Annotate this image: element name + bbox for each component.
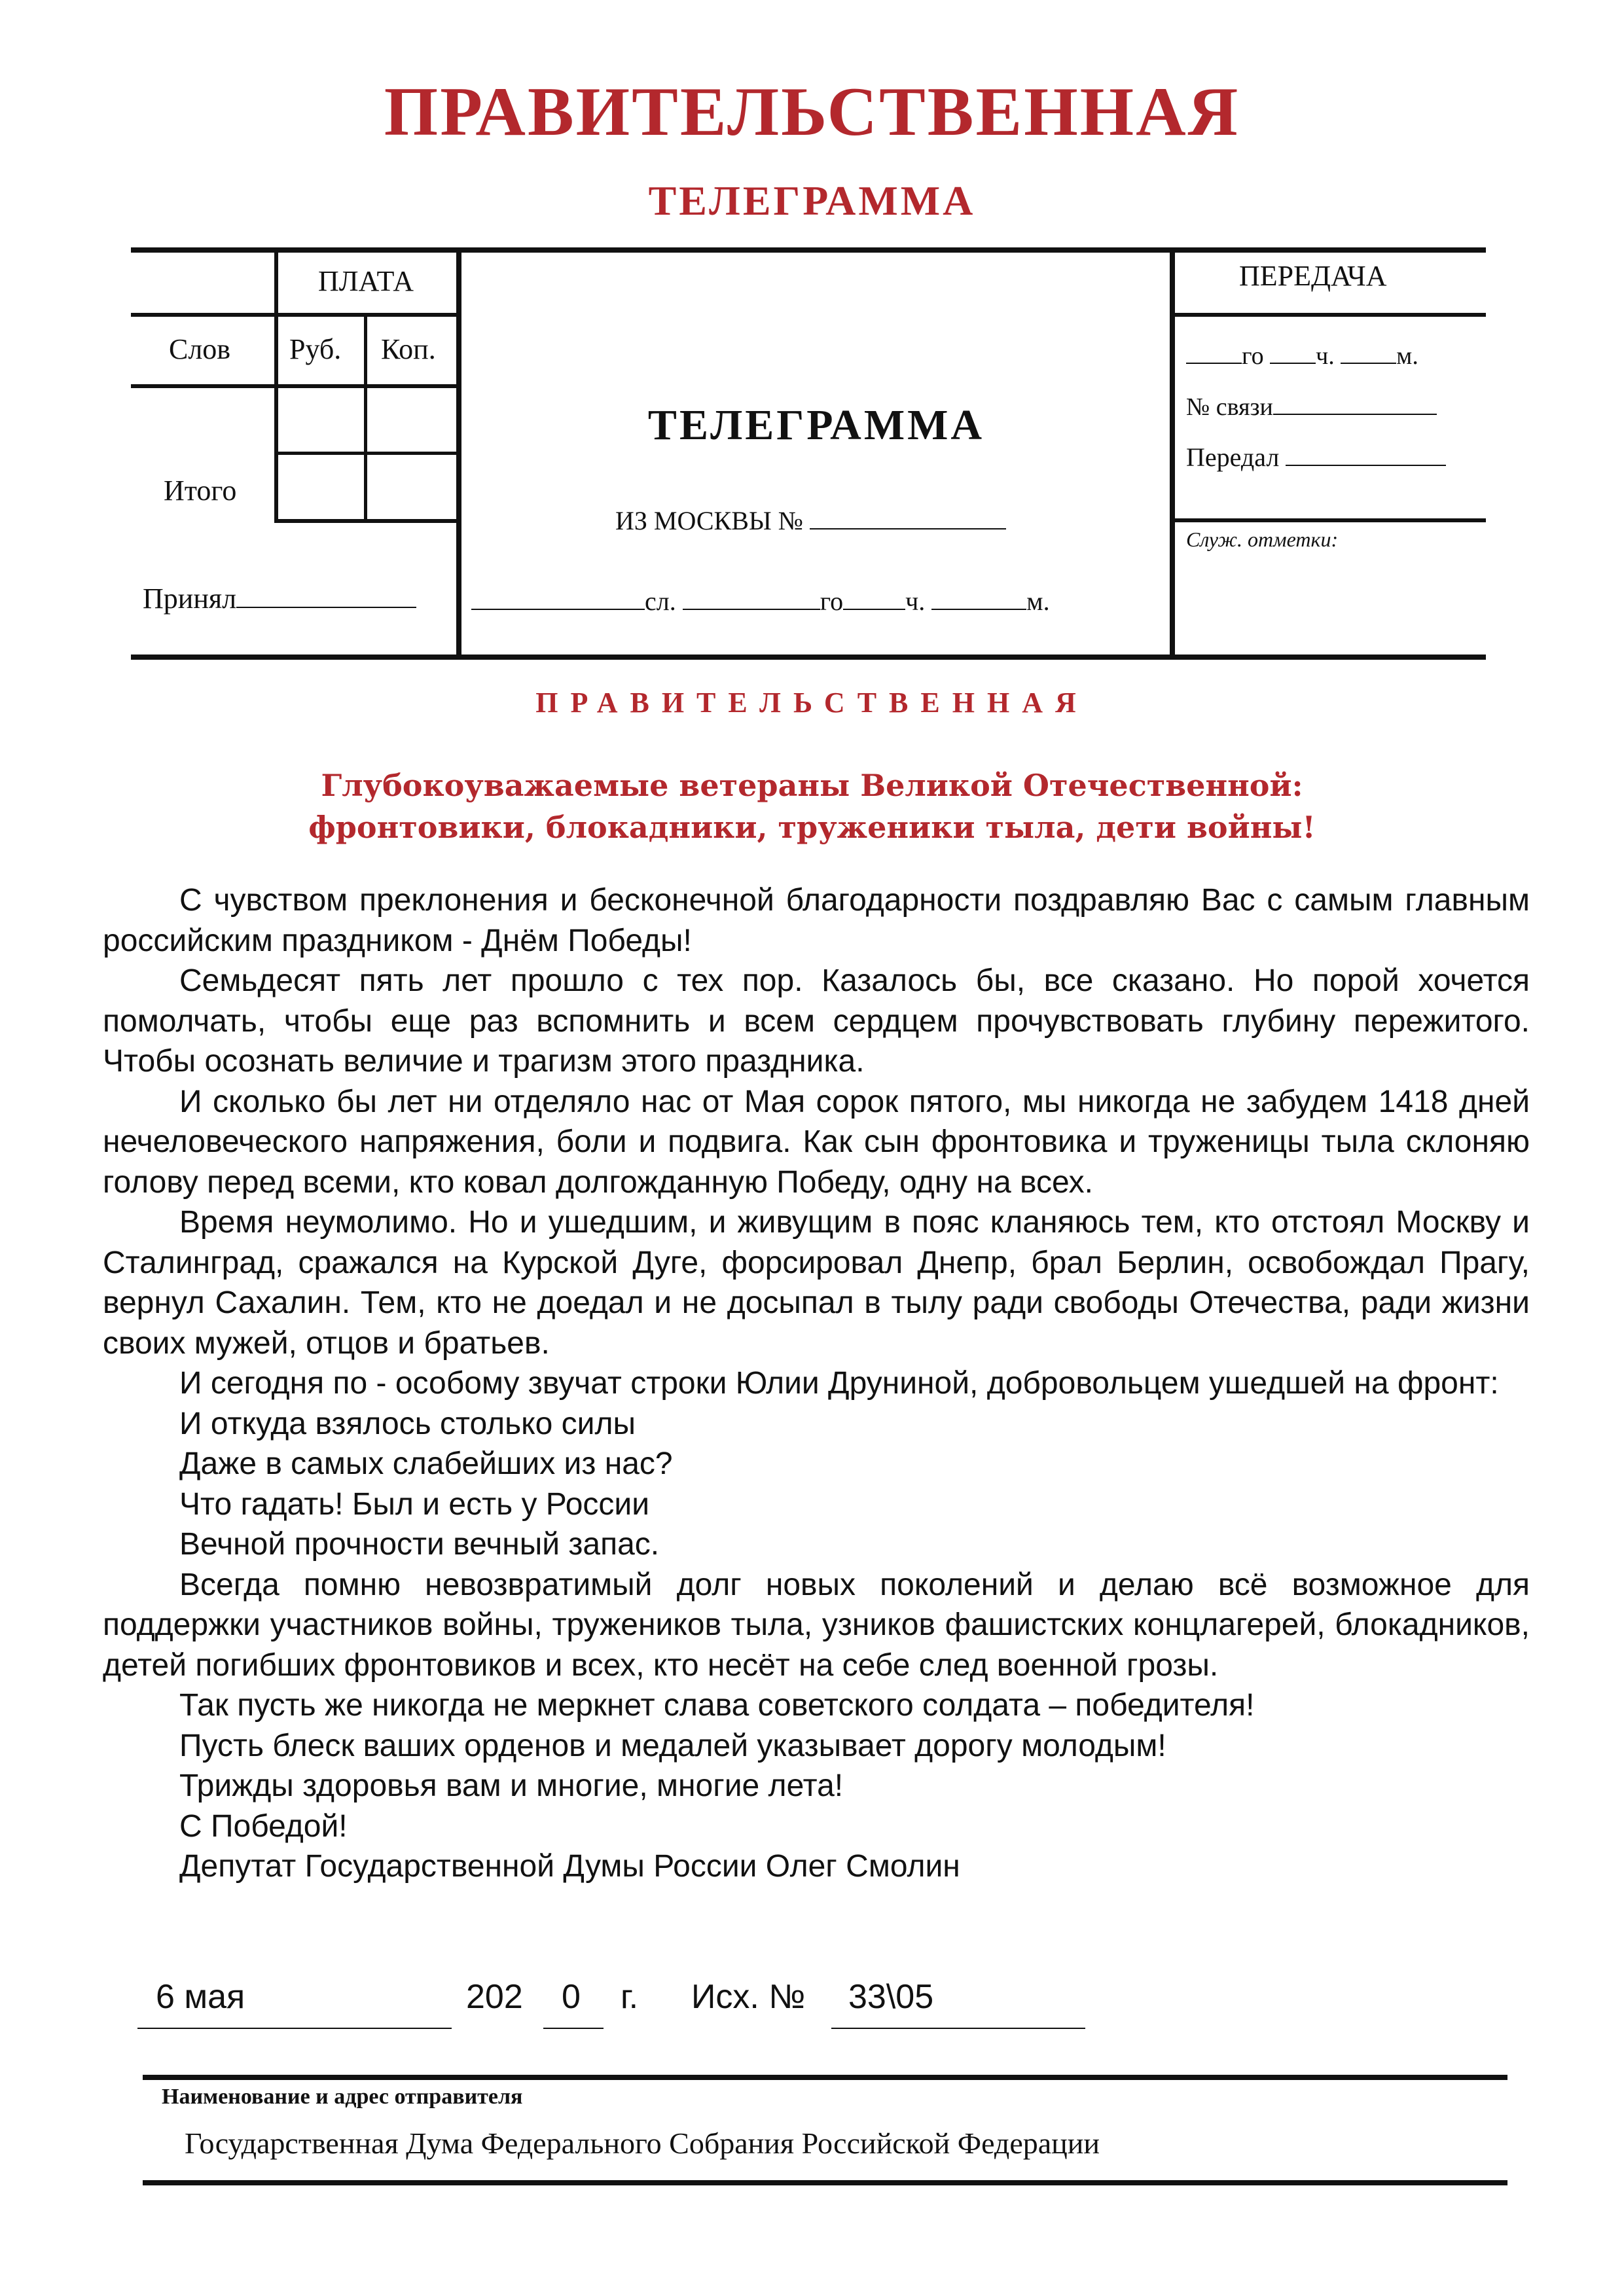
- date-value: 6 мая: [156, 1978, 245, 2016]
- no-svyazi-label: № связи: [1186, 393, 1273, 421]
- iz-moskvy-blank: [810, 506, 1006, 529]
- form-divider: [456, 247, 461, 660]
- form-divider: [1170, 313, 1486, 317]
- form-divider: [274, 247, 278, 523]
- year-underline: [543, 2028, 604, 2029]
- prinyal-field: [143, 584, 416, 613]
- ch-label: ч.: [1316, 342, 1335, 370]
- form-divider: [364, 313, 367, 523]
- ch-label: ч.: [905, 586, 926, 616]
- go-label: го: [1242, 342, 1264, 370]
- body-paragraph: Всегда помню невозвратимый долг новых поколений и делаю всё возможное для поддержки участников войны, тружеников тыла, узников фашистских концлагерей, блокадников, детей погибших фронтовиков и всех, кто несёт на себе след военной грозы.: [103, 1567, 1530, 1683]
- form-top-border: [131, 247, 1486, 253]
- poem-line: Даже в самых слабейших из нас?: [179, 1446, 673, 1481]
- rub-label: Руб.: [289, 333, 342, 365]
- poem-line: Вечной прочности вечный запас.: [179, 1527, 660, 1562]
- year-prefix: 202: [466, 1978, 523, 2016]
- peredacha-time-field: [1186, 340, 1418, 368]
- no-svyazi-blank: [1273, 391, 1437, 415]
- m-label: м.: [1396, 342, 1418, 370]
- form-divider: [1170, 247, 1175, 660]
- iz-moskvy-label: ИЗ МОСКВЫ №: [615, 506, 803, 535]
- peredal-label: Передал: [1186, 442, 1280, 472]
- footer-top-border: [143, 2075, 1507, 2080]
- go-label: го: [820, 586, 844, 616]
- form-divider: [131, 384, 460, 388]
- body-paragraph: Время неумолимо. Но и ушедшим, и живущим в пояс кланяюсь тем, кто отстоял Москву и Сталинград, сражался на Курской Дуге, форсировал Днепр, брал Берлин, освобождал Прагу, вернул Сахалин. Тем, кто не доедал и не досыпал в тылу ради свободы Отечества, ради жизни своих мужей, отцов и братьев.: [103, 1205, 1530, 1361]
- prinyal-blank: [236, 584, 416, 608]
- ref-value: 33\05: [848, 1978, 934, 2016]
- form-divider: [131, 313, 460, 317]
- sluzh-otmetki-label: Служ. отметки:: [1186, 528, 1339, 551]
- center-bottom-field: [471, 586, 1050, 615]
- plata-label: ПЛАТА: [318, 265, 414, 297]
- greeting-line-2: фронтовики, блокадники, труженики тыла, дети войны!: [308, 810, 1316, 845]
- m-label: м.: [1026, 586, 1050, 616]
- peredal-field: [1186, 442, 1446, 471]
- ch-blank: [1270, 340, 1316, 364]
- body-line: Так пусть же никогда не меркнет слава советского солдата – победителя!: [179, 1688, 1255, 1723]
- m-blank: [1341, 340, 1396, 364]
- go-blank: [1186, 340, 1242, 364]
- slov-label: Слов: [169, 333, 231, 365]
- body-line: С Победой!: [179, 1808, 348, 1844]
- header-title: ПРАВИТЕЛЬСТВЕННАЯ: [384, 73, 1240, 150]
- ch-blank: [843, 586, 905, 610]
- body-line: Трижды здоровья вам и многие, многие лета!: [179, 1768, 844, 1803]
- sender-name: Государственная Дума Федерального Собрания Российской Федерации: [185, 2126, 1100, 2160]
- kop-label: Коп.: [381, 333, 436, 365]
- year-suffix: г.: [621, 1978, 639, 2016]
- header-subtitle: ТЕЛЕГРАММА: [648, 177, 976, 224]
- body-paragraph: И сегодня по - особому звучат строки Юлии Друниной, добровольцем ушедшей на фронт:: [179, 1366, 1499, 1401]
- m-blank: [931, 586, 1026, 610]
- date-underline: [137, 2028, 452, 2029]
- year-digit: 0: [562, 1978, 581, 2016]
- peredacha-label: ПЕРЕДАЧА: [1239, 260, 1387, 292]
- go-blank: [683, 586, 820, 610]
- form-divider: [1170, 518, 1486, 522]
- form-center-title: ТЕЛЕГРАММА: [647, 401, 985, 449]
- government-label: ПРАВИТЕЛЬСТВЕННАЯ: [535, 687, 1089, 719]
- signature-line: Депутат Государственной Думы России Олег Смолин: [179, 1849, 960, 1884]
- sl-blank: [471, 586, 645, 610]
- letter-body: [103, 880, 1530, 1887]
- body-paragraph: Семьдесят пять лет прошло с тех пор. Казалось бы, все сказано. Но порой хочется помолчать, чтобы еще раз вспомнить и всем сердцем прочувствовать глубину пережитого. Чтобы осознать величие и трагизм этого праздника.: [103, 963, 1530, 1079]
- sender-label: Наименование и адрес отправителя: [162, 2085, 523, 2109]
- no-svyazi-field: [1186, 391, 1437, 420]
- poem-line: Что гадать! Был и есть у России: [179, 1486, 650, 1522]
- iz-moskvy-field: [615, 506, 1006, 534]
- peredal-blank: [1286, 442, 1446, 466]
- footer-bottom-border: [143, 2180, 1507, 2185]
- form-bottom-border: [131, 655, 1486, 660]
- poem-line: И откуда взялось столько силы: [179, 1406, 636, 1441]
- ref-underline: [831, 2028, 1085, 2029]
- greeting: [0, 764, 1624, 848]
- ref-label: Исх. №: [691, 1978, 806, 2016]
- body-paragraph: С чувством преклонения и бесконечной благодарности поздравляю Вас с самым главным российским праздником - Днём Победы!: [103, 883, 1530, 958]
- form-divider: [276, 519, 460, 523]
- sl-label: сл.: [645, 586, 676, 616]
- body-line: Пусть блеск ваших орденов и медалей указывает дорогу молодым!: [179, 1728, 1166, 1763]
- form-divider: [276, 452, 460, 455]
- greeting-line-1: Глубокоуважаемые ветераны Великой Отечественной:: [321, 768, 1303, 803]
- body-paragraph: И сколько бы лет ни отделяло нас от Мая сорок пятого, мы никогда не забудем 1418 дней нечеловеческого напряжения, боли и подвига. Как сын фронтовика и труженицы тыла склоняю голову перед всеми, кто ковал долгожданную Победу, одну на всех.: [103, 1084, 1530, 1200]
- prinyal-label: Принял: [143, 583, 237, 615]
- itogo-label: Итого: [164, 475, 237, 507]
